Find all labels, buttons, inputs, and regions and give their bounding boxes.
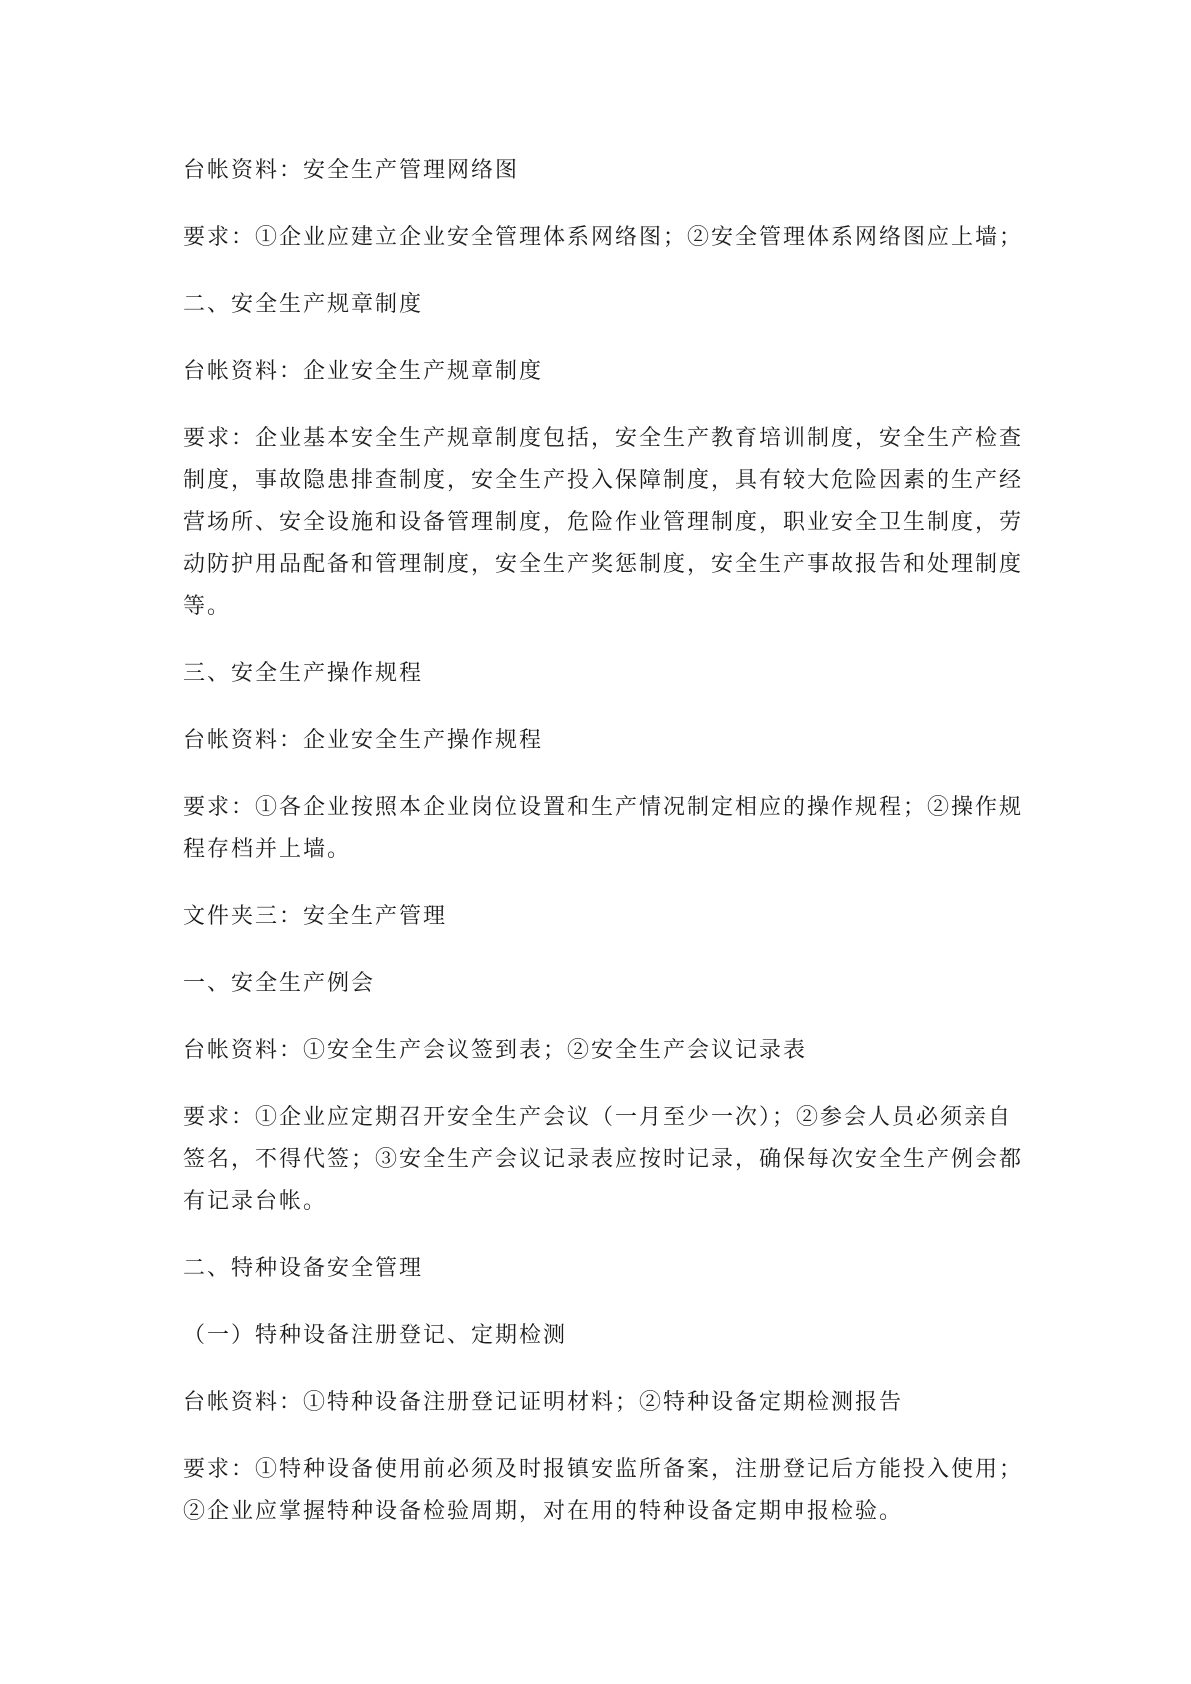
requirement-procedures — [183, 787, 1023, 871]
text-line: 一、安全生产例会 — [183, 971, 376, 996]
text-line: 文件夹三：安全生产管理 — [183, 904, 448, 929]
text-line: 要求：①各企业按照本企业岗位设置和生产情况制定相应的操作规程；②操作规 — [183, 795, 1024, 820]
section-heading-special-equipment — [183, 1248, 1023, 1290]
ledger-meetings — [183, 1030, 1023, 1072]
text-line: 要求：①企业应定期召开安全生产会议（一月至少一次）；②参会人员必须亲自 — [183, 1105, 1013, 1130]
requirement-special-equipment — [183, 1449, 1023, 1533]
text-line: 有记录台帐。 — [183, 1189, 328, 1214]
text-line: （一）特种设备注册登记、定期检测 — [183, 1323, 568, 1348]
ledger-rules — [183, 351, 1023, 393]
requirement-meetings — [183, 1097, 1023, 1223]
text-line: 程存档并上墙。 — [183, 837, 352, 862]
subsection-heading-registration — [183, 1315, 1023, 1357]
ledger-network-diagram — [183, 150, 1023, 192]
text-line: 签名，不得代签；③安全生产会议记录表应按时记录，确保每次安全生产例会都 — [183, 1147, 1024, 1172]
text-line: 二、安全生产规章制度 — [183, 292, 424, 317]
requirement-network-diagram — [183, 217, 1023, 259]
text-line: 台帐资料：①特种设备注册登记证明材料；②特种设备定期检测报告 — [183, 1390, 904, 1415]
text-line: 台帐资料：企业安全生产规章制度 — [183, 359, 544, 384]
section-heading-rules — [183, 284, 1023, 326]
section-heading-meetings — [183, 963, 1023, 1005]
text-line: 制度，事故隐患排查制度，安全生产投入保障制度，具有较大危险因素的生产经 — [183, 468, 1024, 493]
section-heading-procedures — [183, 653, 1023, 695]
requirement-rules — [183, 418, 1023, 628]
text-line: 台帐资料：①安全生产会议签到表；②安全生产会议记录表 — [183, 1038, 808, 1063]
ledger-special-equipment — [183, 1382, 1023, 1424]
text-line: 台帐资料：安全生产管理网络图 — [183, 158, 520, 183]
text-line: 要求：企业基本安全生产规章制度包括，安全生产教育培训制度，安全生产检查 — [183, 426, 1024, 451]
text-line: 三、安全生产操作规程 — [183, 661, 424, 686]
text-line: 二、特种设备安全管理 — [183, 1256, 424, 1281]
text-line: ②企业应掌握特种设备检验周期，对在用的特种设备定期申报检验。 — [183, 1499, 904, 1524]
folder-heading-management — [183, 896, 1023, 938]
text-line: 等。 — [183, 594, 232, 619]
text-line: 台帐资料：企业安全生产操作规程 — [183, 728, 544, 753]
document-body — [183, 150, 1023, 1558]
text-line: 动防护用品配备和管理制度，安全生产奖惩制度，安全生产事故报告和处理制度 — [183, 552, 1024, 577]
ledger-procedures — [183, 720, 1023, 762]
text-line: 营场所、安全设施和设备管理制度，危险作业管理制度，职业安全卫生制度，劳 — [183, 510, 1024, 535]
text-line: 要求：①企业应建立企业安全管理体系网络图；②安全管理体系网络图应上墙； — [183, 225, 1024, 250]
text-line: 要求：①特种设备使用前必须及时报镇安监所备案，注册登记后方能投入使用； — [183, 1457, 1024, 1482]
